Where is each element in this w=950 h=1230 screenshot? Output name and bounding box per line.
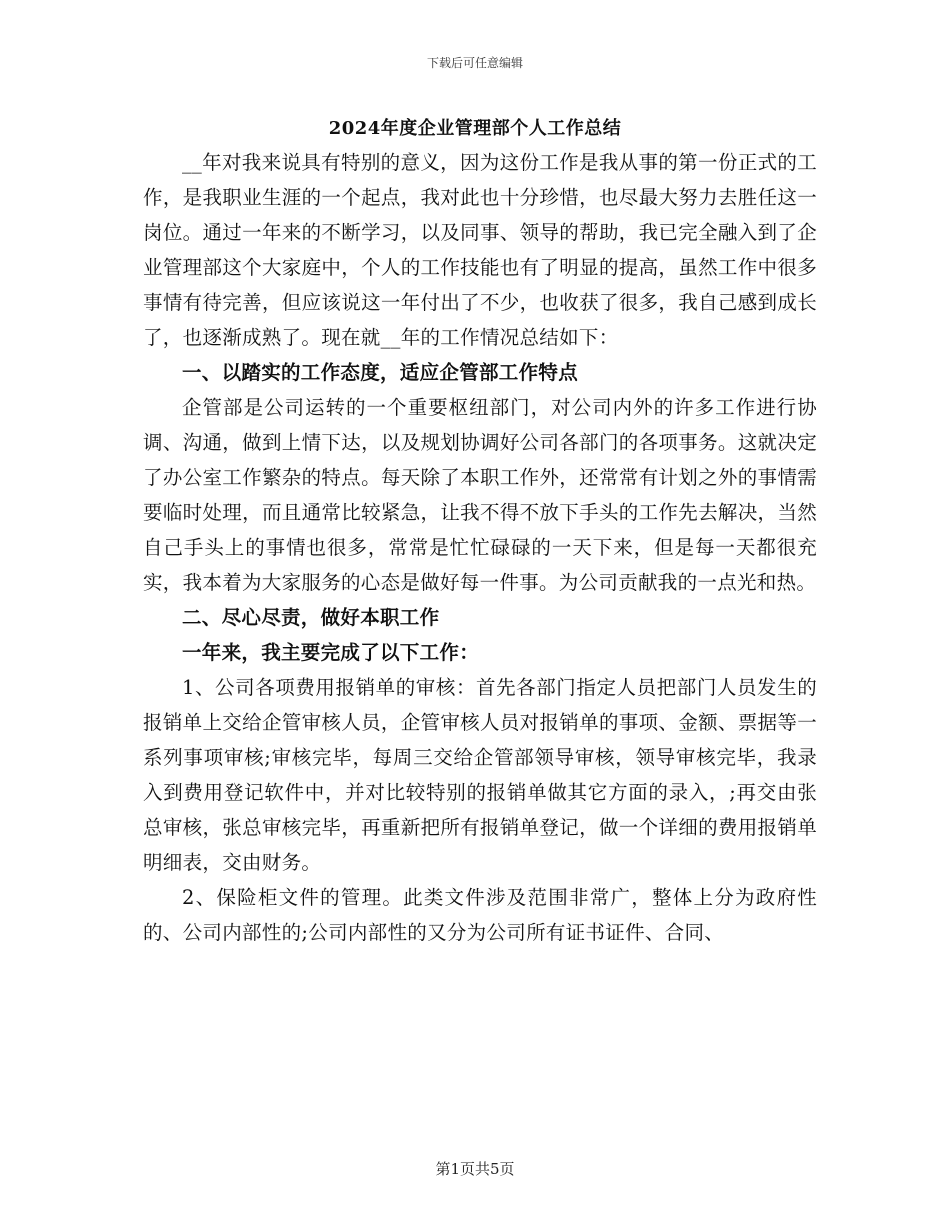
subheading-work-list: 一年来，我主要完成了以下工作： [182,641,480,664]
work-item-2: 2、保险柜文件的管理。此类文件涉及范围非常广，整体上分为政府性的、公司内部性的;公司内部性的又分为公司所有证书证件、合同、 [143,886,817,944]
header-note: 下载后可任意编辑 [426,56,523,70]
work-item-1: 1、公司各项费用报销单的审核：首先各部门指定人员把部门人员发生的报销单上交给企管审核人员，企管审核人员对报销单的事项、金额、票据等一系列事项审核;审核完毕，每周三交给企管部领导审核，领导审核完毕，我录入到费用登记软件中，并对比较特别的报销单做其它方面的录入，;再交由张总审核，张总审核完毕，再重新把所有报销单登记，做一个详细的费用报销单明细表，交由财务。 [143,676,817,874]
document-title: 2024年度企业管理部个人工作总结 [328,118,622,139]
section-heading-1: 一、以踏实的工作态度，适应企管部工作特点 [182,361,579,384]
section-1-paragraph: 企管部是公司运转的一个重要枢纽部门，对公司内外的许多工作进行协调、沟通，做到上情下达，以及规划协调好公司各部门的各项事务。这就决定了办公室工作繁杂的特点。每天除了本职工作外，还常常有计划之外的事情需要临时处理，而且通常比较紧急，让我不得不放下手头的工作先去解决，当然自己手头上的事情也很多，常常是忙忙碌碌的一天下来，但是每一天都很充实，我本着为大家服务的心态是做好每一件事。为公司贡献我的一点光和热。 [143,396,817,594]
intro-paragraph: __年对我来说具有特别的意义，因为这份工作是我从事的第一份正式的工作，是我职业生涯的一个起点，我对此也十分珍惜，也尽最大努力去胜任这一岗位。通过一年来的不断学习，以及同事、领导的帮助，我已完全融入到了企业管理部这个大家庭中，个人的工作技能也有了明显的提高，虽然工作中很多事情有待完善，但应该说这一年付出了不少，也收获了很多，我自己感到成长了，也逐渐成熟了。现在就__年的工作情况总结如下： [143,151,817,349]
section-heading-2: 二、尽心尽责，做好本职工作 [182,606,440,629]
page-footer: 第1页共5页 [435,1160,515,1178]
document-body [143,145,817,950]
